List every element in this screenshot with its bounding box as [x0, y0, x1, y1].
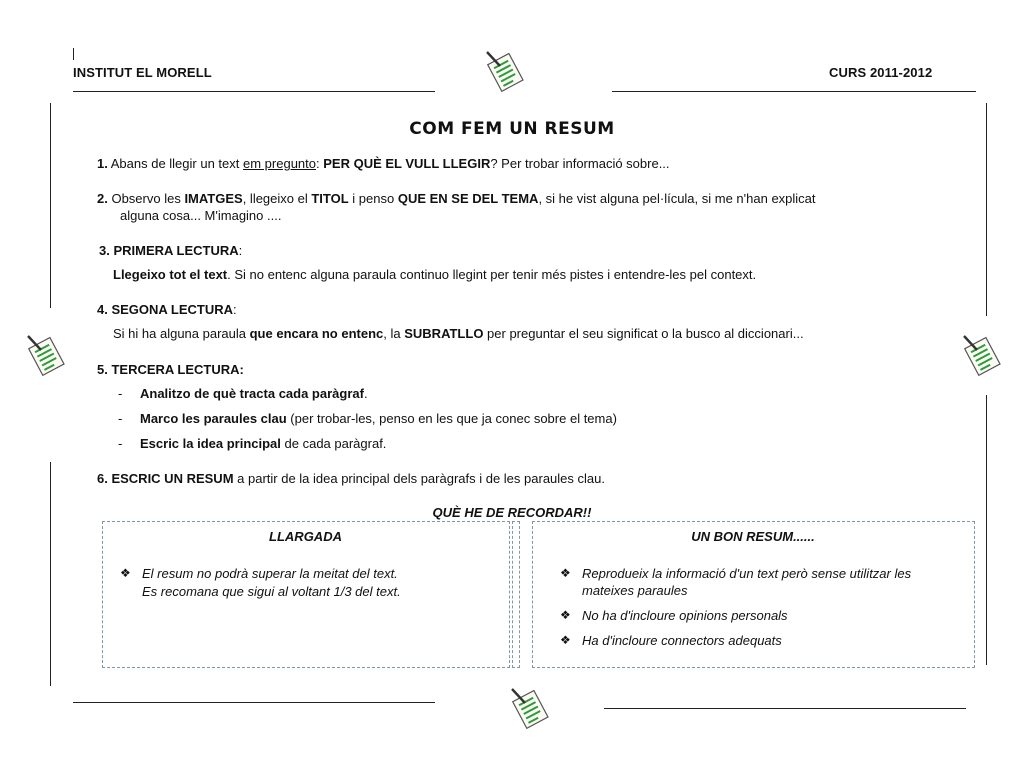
document-title: COM FEM UN RESUM [409, 119, 615, 139]
footer-rule-left [73, 702, 435, 703]
remember-title: QUÈ HE DE RECORDAR!! [432, 505, 592, 520]
school-name: INSTITUT EL MORELL [73, 65, 212, 80]
step-4-text: Si hi ha alguna paraula que encara no entenc, la SUBRATLLO per preguntar el seu significat o la busco al diccionari... [113, 326, 804, 341]
good-summary-item-1-continued: mateixes paraules [582, 583, 688, 598]
notepad-pencil-icon [958, 333, 1004, 379]
step-3-heading: 3. PRIMERA LECTURA: [99, 243, 243, 258]
frame-right-bottom [986, 395, 987, 665]
length-item-1: El resum no podrà superar la meitat del text. [142, 566, 398, 581]
step-5-item-1: - Analitzo de què tracta cada paràgraf. [118, 386, 368, 401]
step-1: 1. Abans de llegir un text em pregunto: PER QUÈ EL VULL LLEGIR? Per trobar informació sobre... [97, 156, 670, 171]
good-summary-item-2: No ha d'incloure opinions personals [582, 608, 788, 623]
good-summary-item-3: Ha d'incloure connectors adequats [582, 633, 782, 648]
step-5-heading: 5. TERCERA LECTURA: [97, 362, 244, 377]
step-5-item-2: - Marco les paraules clau (per trobar-les, penso en les que ja conec sobre el tema) [118, 411, 617, 426]
bullet-icon: ❖ [560, 608, 571, 622]
length-item-1-continued: Es recomana que sigui al voltant 1/3 del text. [142, 584, 401, 599]
course-year: CURS 2011-2012 [829, 65, 933, 80]
bullet-icon: ❖ [120, 566, 131, 580]
step-3-text: Llegeixo tot el text. Si no entenc alguna paraula continuo llegint per tenir més pistes i entendre-les pel context. [113, 267, 757, 282]
panel-length-heading: LLARGADA [269, 529, 342, 544]
bullet-icon: ❖ [560, 633, 571, 647]
step-6: 6. ESCRIC UN RESUM a partir de la idea principal dels paràgrafs i de les paraules clau. [97, 471, 605, 486]
good-summary-item-1: Reprodueix la informació d'un text però sense utilitzar les [582, 566, 912, 581]
header-rule-left [73, 91, 435, 92]
step-5-item-3: - Escric la idea principal de cada paràgraf. [118, 436, 387, 451]
header-rule-right [612, 91, 976, 92]
notepad-pencil-icon [22, 333, 68, 379]
step-2: 2. Observo les IMATGES, llegeixo el TITOL i penso QUE EN SE DEL TEMA, si he vist alguna pel·lícula, si me n'han explicat [97, 191, 816, 206]
panel-good-summary-heading: UN BON RESUM...... [691, 529, 815, 544]
panel-gap [512, 521, 520, 668]
notepad-pencil-icon [506, 686, 552, 732]
step-2-continued: alguna cosa... M'imagino .... [120, 208, 282, 223]
frame-left-bottom [50, 462, 51, 686]
cursor-mark [73, 48, 74, 60]
bullet-icon: ❖ [560, 566, 571, 580]
notepad-pencil-icon [481, 49, 527, 95]
step-4-heading: 4. SEGONA LECTURA: [97, 302, 237, 317]
footer-rule-right [604, 708, 966, 709]
